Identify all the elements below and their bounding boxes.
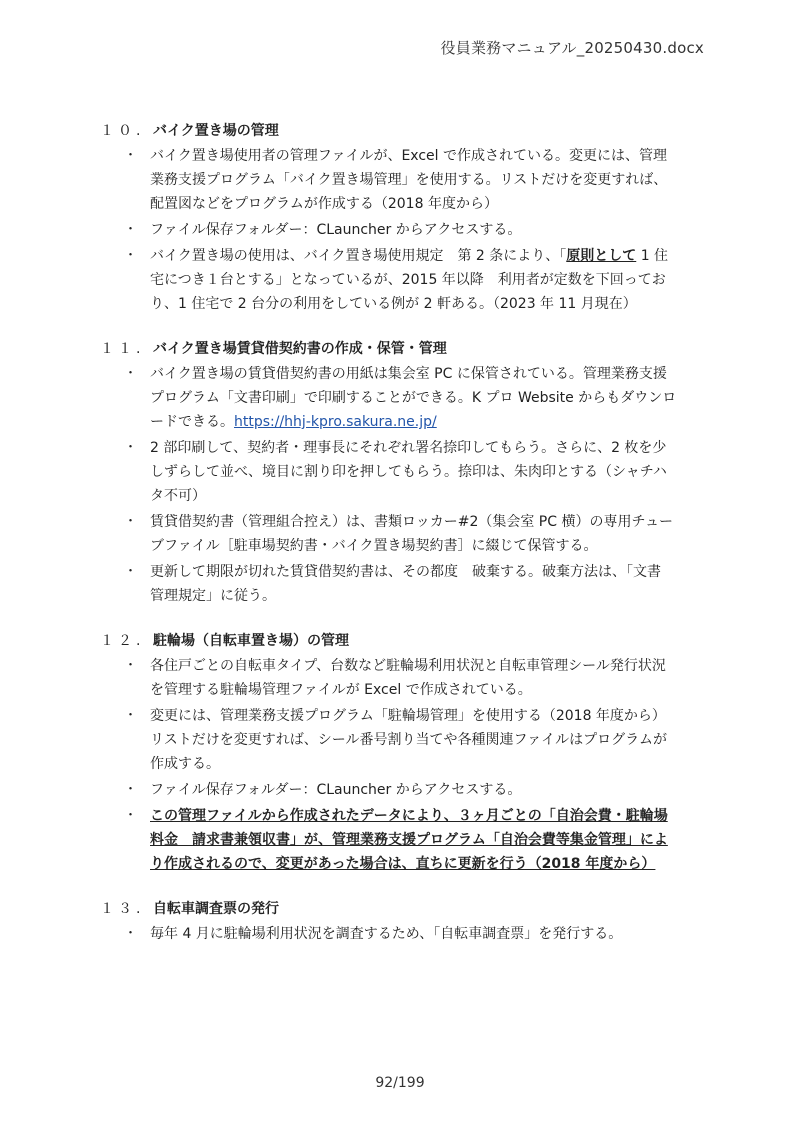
bullet: ・: [124, 440, 138, 455]
section-number: １１.: [100, 341, 145, 357]
website-link[interactable]: https://hhj-kpro.sakura.ne.jp/: [234, 414, 437, 430]
bullet: ・: [124, 148, 138, 163]
text-line: バイク置き場使用者の管理ファイルが、Excel で作成されている。変更には、管理: [150, 148, 667, 164]
section-11: [0, 336, 800, 608]
text-line: ファイル保存フォルダー：CLauncher からアクセスする。: [150, 782, 522, 798]
section-title: バイク置き場の管理: [153, 123, 279, 139]
emphasis-line: 料金 請求書兼領収書」が、管理業務支援プログラム「自治会費等集金管理」によ: [150, 832, 668, 848]
text-line: プログラム「文書印刷」で印刷することができる。K プロ Website からもダウンロ: [150, 390, 677, 406]
section-heading: [0, 896, 800, 922]
bullet: ・: [124, 926, 138, 941]
emphasis-line: り作成されるので、変更があった場合は、直ちに更新を行う（2018 年度から）: [150, 856, 656, 872]
section-title: 駐輪場（自転車置き場）の管理: [153, 633, 349, 649]
text-line: [150, 410, 704, 434]
text-line: しずらして並べ、境目に割り印を押してもらう。捺印は、朱肉印とする（シャチハ: [150, 464, 667, 480]
text-line: [150, 244, 704, 268]
text-line: 賃貸借契約書（管理組合控え）は、書類ロッカー#2（集会室 PC 横）の専用チュー: [150, 514, 674, 530]
list-item: [0, 218, 800, 242]
section-heading: [0, 118, 800, 144]
text-line: 各住戸ごとの自転車タイプ、台数など駐輪場利用状況と自転車管理シール発行状況: [150, 658, 666, 674]
text-line: リストだけを変更すれば、シール番号割り当てや各種関連ファイルはプログラムが: [150, 732, 668, 748]
text-run: ードできる。: [150, 414, 234, 430]
section-heading: [0, 628, 800, 654]
list-item-emphasis: [0, 804, 800, 876]
document-body: [0, 118, 800, 966]
text-line: バイク置き場の賃貸借契約書の用紙は集会室 PC に保管されている。管理業務支援: [150, 366, 667, 382]
text-line: タ不可）: [150, 488, 206, 504]
section-10: [0, 118, 800, 316]
list-item: [0, 560, 800, 608]
text-line: ファイル保存フォルダー：CLauncher からアクセスする。: [150, 222, 522, 238]
bullet: ・: [124, 808, 138, 823]
bullet: ・: [124, 248, 138, 263]
section-title: 自転車調査票の発行: [153, 901, 279, 917]
section-number: １２.: [100, 633, 145, 649]
bullet: ・: [124, 366, 138, 381]
text-line: 業務支援プログラム「バイク置き場管理」を使用する。リストだけを変更すれば、: [150, 172, 668, 188]
text-run: 1 住: [636, 248, 669, 264]
list-item: [0, 510, 800, 558]
section-number: １０.: [100, 123, 145, 139]
bullet: ・: [124, 564, 138, 579]
bullet: ・: [124, 222, 138, 237]
page-number: 92/199: [375, 1075, 425, 1091]
section-12: [0, 628, 800, 876]
list-item: [0, 922, 800, 946]
list-item: [0, 436, 800, 508]
bullet: ・: [124, 658, 138, 673]
text-line: 更新して期限が切れた賃貸借契約書は、その都度 破棄する。破棄方法は、「文書: [150, 564, 661, 580]
section-heading: [0, 336, 800, 362]
text-line: 管理規定」に従う。: [150, 588, 276, 604]
list-item: [0, 244, 800, 316]
section-13: [0, 896, 800, 946]
list-item: [0, 778, 800, 802]
text-line: 作成する。: [150, 756, 220, 772]
bullet: ・: [124, 514, 138, 529]
list-item: [0, 704, 800, 776]
list-item: [0, 654, 800, 702]
section-number: １３.: [100, 901, 145, 917]
text-line: り、1 住宅で 2 台分の利用をしている例が 2 軒ある。（2023 年 11 月現在）: [150, 296, 637, 312]
text-line: 2 部印刷して、契約者・理事長にそれぞれ署名捺印してもらう。さらに、2 枚を少: [150, 440, 667, 456]
text-line: 毎年 4 月に駐輪場利用状況を調査するため、「自転車調査票」を発行する。: [150, 926, 623, 942]
list-item: [0, 362, 800, 434]
list-item: [0, 144, 800, 216]
text-line: ブファイル［駐車場契約書・バイク置き場契約書］に綴じて保管する。: [150, 538, 598, 554]
bullet: ・: [124, 782, 138, 797]
text-line: 宅につき１台とする」となっているが、2015 年以降 利用者が定数を下回ってお: [150, 272, 666, 288]
text-line: 変更には、管理業務支援プログラム「駐輪場管理」を使用する（2018 年度から）: [150, 708, 666, 724]
emphasis-line: この管理ファイルから作成されたデータにより、３ヶ月ごとの「自治会費・駐輪場: [150, 808, 668, 824]
bullet: ・: [124, 708, 138, 723]
emphasis-text: 原則として: [566, 248, 637, 264]
text-line: 配置図などをプログラムが作成する（2018 年度から）: [150, 196, 498, 212]
text-run: バイク置き場の使用は、バイク置き場使用規定 第 2 条により、「: [150, 248, 567, 264]
section-title: バイク置き場賃貸借契約書の作成・保管・管理: [153, 341, 447, 357]
text-line: を管理する駐輪場管理ファイルが Excel で作成されている。: [150, 682, 532, 698]
document-filename: 役員業務マニュアル_20250430.docx: [440, 39, 704, 57]
